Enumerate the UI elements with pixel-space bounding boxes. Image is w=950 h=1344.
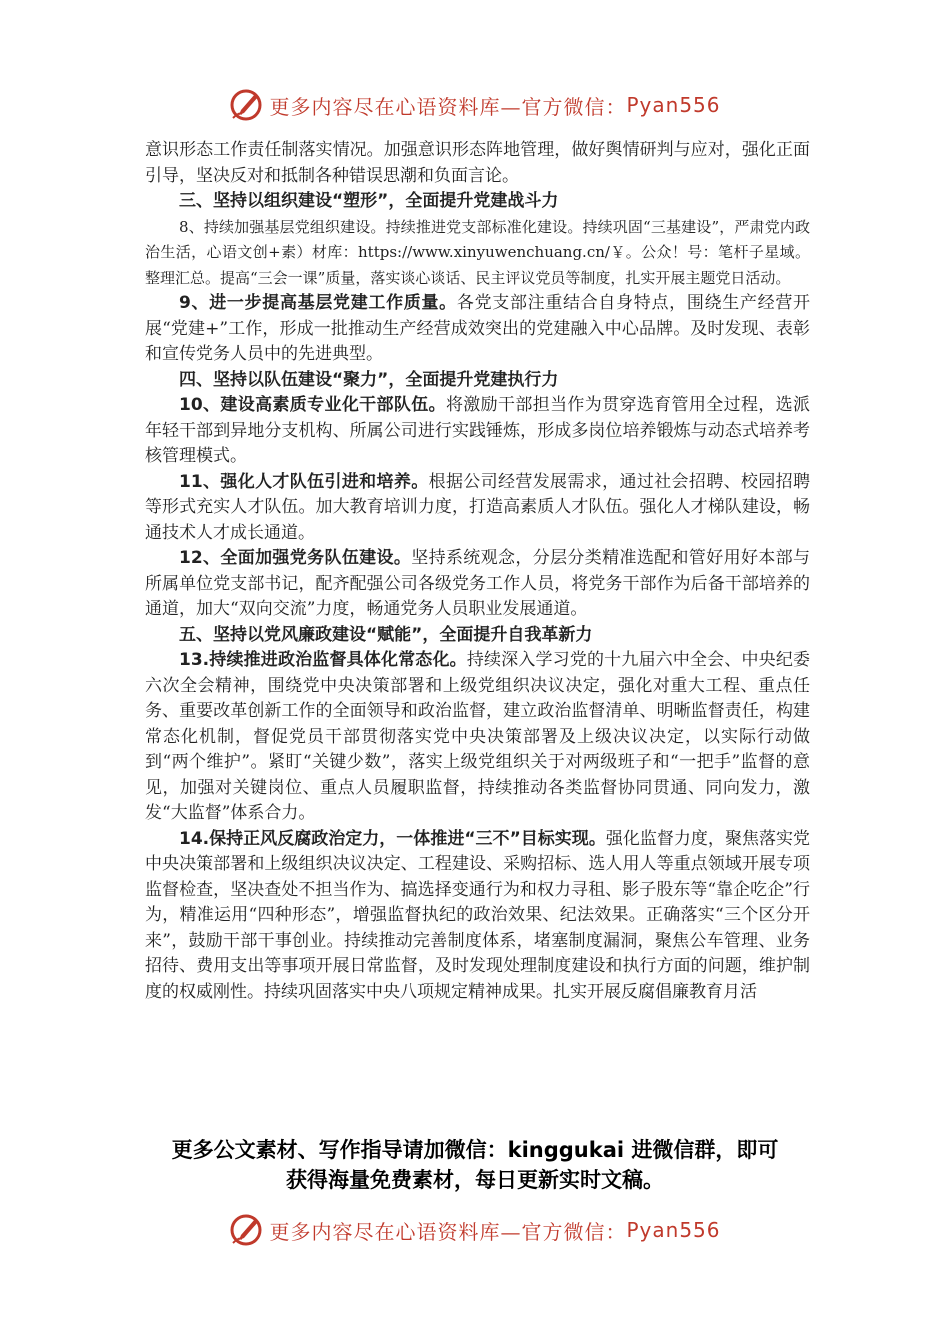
quill-pen-logo-icon — [229, 1213, 263, 1247]
paragraph-text: 将激励干部担当作为贯穿选育管用全过程，选派年轻干部到异地分支机构、所属公司进行实践锤炼，形成多岗位培养锻炼与动态式培养考核管理模式。 — [145, 395, 810, 466]
watermark-text: 更多内容尽在心语资料库—官方微信： — [269, 1219, 627, 1244]
paragraph-text: 强化监督力度，聚焦落实党中央决策部署和上级组织决议决定、工程建设、采购招标、选人用人等重点领域开展专项监督检查，坚决查处不担当作为、搞选择变通行为和权力寻租、影子股东等“靠企吃企”行为，精准运用“四种形态”，增强监督执纪的政治效果、纪法效果。正确落实“三个区分开来”，鼓励干部干事创业。持续推动完善制度体系，堵塞制度漏洞，聚焦公车管理、业务招待、费用支出等事项开展日常监督，及时发现处理制度建设和执行方面的问题，维护制度的权威刚性。持续巩固落实中央八项规定精神成果。扎实开展反腐倡廉教育月活 — [145, 828, 811, 1002]
paragraph-lead: 10、建设高素质专业化干部队伍。 — [179, 395, 446, 415]
section-heading: 四、坚持以队伍建设“聚力”，全面提升党建执行力 — [179, 369, 559, 390]
section-heading: 五、坚持以党风廉政建设“赋能”，全面提升自我革新力 — [179, 624, 593, 645]
paragraph-text: 持续深入学习党的十九届六中全会、中央纪委六次全会精神，围绕党中央决策部署和上级党组织决议决定，强化对重大工程、重点任务、重要改革创新工作的全面领导和政治监督，建立政治监督清单、明晰监督责任，构建常态化机制，督促党员干部贯彻落实党中央决策部署及上级决议决定，以实际行动做到“两个维护”。紧盯“关键少数”，落实上级党组织关于对两级班子和“一把手”监督的意见，加强对关键岗位、重点人员履职监督，持续推动各类监督协同贯通、同向发力，激发“大监督”体系合力。 — [145, 650, 811, 823]
paragraph — [145, 215, 810, 292]
paragraph-lead: 14.保持正风反腐政治定力，一体推进“三不”目标实现。 — [179, 828, 606, 849]
watermark-footer — [0, 1210, 950, 1250]
paragraph — [145, 827, 810, 1006]
paragraph-text: 8、持续加强基层党组织建设。持续推进党支部标准化建设。持续巩固“三基建设”，严肃党内政治生活，心语文创+素）材库：https://www.xinyuwenchuang.cn/￥。公众！号：笔杆子星域。整理汇总。提高“三会一课”质量，落实谈心谈话、民主评议党员等制度，扎实开展主题党日活动。 — [145, 217, 810, 287]
paragraph — [145, 393, 810, 470]
watermark-text: 更多内容尽在心语资料库—官方微信： — [269, 94, 627, 119]
paragraph-text: 根据公司经营发展需求，通过社会招聘、校园招聘等形式充实人才队伍。加大教育培训力度，打造高素质人才队伍。强化人才梯队建设，畅通技术人才成长通道。 — [145, 471, 810, 543]
paragraph-text: 坚持系统观念，分层分类精准选配和管好用好本部与所属单位党支部书记，配齐配强公司各级党务工作人员，将党务干部作为后备干部培养的通道，加大“双向交流”力度，畅通党务人员职业发展通道。 — [145, 548, 810, 619]
paragraph-lead: 12、全面加强党务队伍建设。 — [179, 548, 412, 568]
watermark-header — [0, 85, 950, 125]
paragraph — [145, 546, 810, 623]
watermark-wechat-id: Pyan556 — [626, 93, 721, 117]
paragraph — [145, 291, 810, 368]
section-heading: 三、坚持以组织建设“塑形”，全面提升党建战斗力 — [179, 191, 559, 211]
paragraph — [145, 138, 810, 189]
quill-pen-logo-icon — [229, 88, 263, 122]
watermark-wechat-id: Pyan556 — [626, 1218, 721, 1242]
paragraph-lead: 11、强化人才队伍引进和培养。 — [179, 471, 429, 492]
promo-line-1: 更多公文素材、写作指导请加微信：kinggukai 进微信群，即可 — [171, 1138, 779, 1162]
document-body — [145, 138, 810, 1005]
paragraph-text: 意识形态工作责任制落实情况。加强意识形态阵地管理，做好舆情研判与应对，强化正面引导，坚决反对和抵制各种错误思潮和负面言论。 — [145, 140, 810, 186]
paragraph-lead: 9、进一步提高基层党建工作质量。 — [179, 293, 457, 313]
promo-banner — [135, 1135, 815, 1195]
paragraph-text: 各党支部注重结合自身特点，围绕生产经营开展“党建+”工作，形成一批推动生产经营成效突出的党建融入中心品牌。及时发现、表彰和宣传党务人员中的先进典型。 — [145, 293, 811, 364]
paragraph — [145, 648, 810, 827]
paragraph-lead: 13.持续推进政治监督具体化常态化。 — [179, 650, 467, 670]
paragraph — [145, 470, 810, 547]
promo-line-2: 获得海量免费素材，每日更新实时文稿。 — [286, 1168, 664, 1192]
